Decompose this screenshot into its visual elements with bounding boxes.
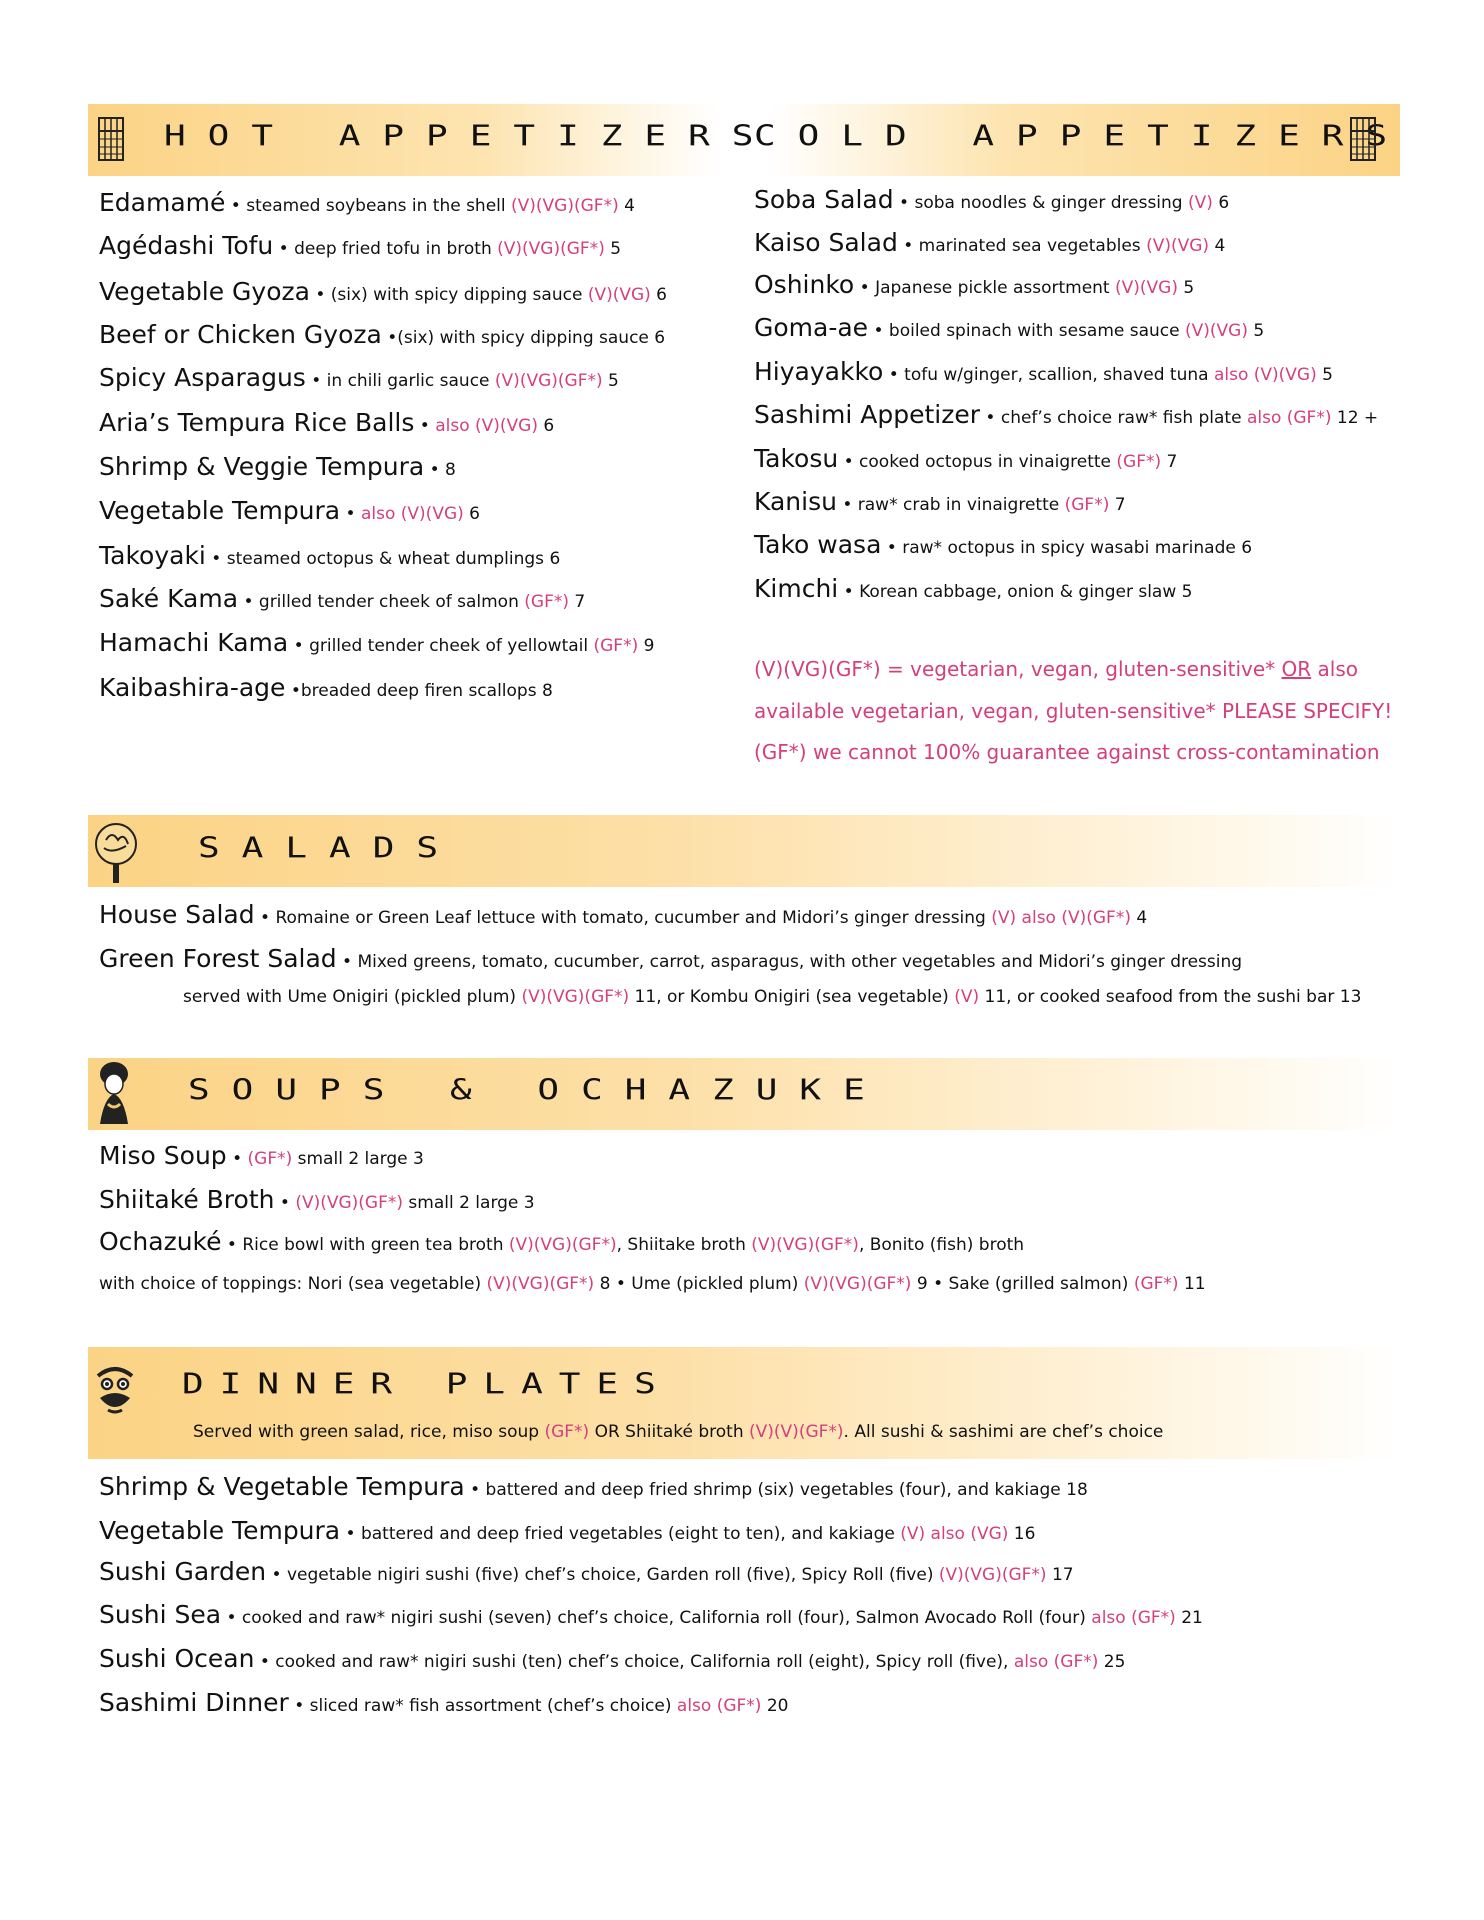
hot-item: Saké Kama • grilled tender cheek of salmon (GF*) 7 [99, 584, 586, 613]
dinner-item: Sushi Garden • vegetable nigiri sushi (five) chef’s choice, Garden roll (five), Spicy Roll (five) (V)(VG)(GF*) 17 [99, 1557, 1074, 1586]
abacus-icon [1350, 117, 1376, 161]
dinner-plates-title: DINNER PLATES [182, 1368, 672, 1401]
fan-icon [92, 822, 140, 884]
cold-item: Sashimi Appetizer • chef’s choice raw* fish plate also (GF*) 12 + [754, 400, 1379, 429]
daruma-mask-icon [94, 1364, 136, 1416]
hot-item: Beef or Chicken Gyoza •(six) with spicy dipping sauce 6 [99, 320, 666, 349]
dinner-subtitle: Served with green salad, rice, miso soup (GF*) OR Shiitaké broth (V)(V)(GF*). All sushi & sashimi are chef’s choice [193, 1422, 1164, 1442]
hot-item: Hamachi Kama • grilled tender cheek of yellowtail (GF*) 9 [99, 628, 655, 657]
cold-item: Soba Salad • soba noodles & ginger dressing (V) 6 [754, 185, 1230, 214]
hot-item: Edamamé • steamed soybeans in the shell (V)(VG)(GF*) 4 [99, 188, 635, 217]
cold-item: Kimchi • Korean cabbage, onion & ginger slaw 5 [754, 574, 1193, 603]
soup-item: Ochazuké • Rice bowl with green tea broth (V)(VG)(GF*), Shiitake broth (V)(VG)(GF*), Bonito (fish) broth [99, 1227, 1025, 1256]
cold-item: Takosu • cooked octopus in vinaigrette (GF*) 7 [754, 444, 1178, 473]
hot-item: Shrimp & Veggie Tempura • 8 [99, 452, 456, 481]
dinner-item: Sushi Ocean • cooked and raw* nigiri sushi (ten) chef’s choice, California roll (eight), Spicy roll (five), also (GF*) 25 [99, 1644, 1126, 1673]
hot-item: Vegetable Gyoza • (six) with spicy dipping sauce (V)(VG) 6 [99, 277, 668, 306]
soup-item: Miso Soup • (GF*) small 2 large 3 [99, 1141, 424, 1170]
dinner-item: Vegetable Tempura • battered and deep fried vegetables (eight to ten), and kakiage (V) also (VG) 16 [99, 1516, 1036, 1545]
ochazuke-toppings: with choice of toppings: Nori (sea vegetable) (V)(VG)(GF*) 8 • Ume (pickled plum) (V)(VG)(GF*) 9 • Sake (grilled salmon) (GF*) 11 [99, 1274, 1206, 1294]
cold-item: Tako wasa • raw* octopus in spicy wasabi marinade 6 [754, 530, 1253, 559]
geisha-icon [92, 1060, 136, 1126]
hot-item: Vegetable Tempura • also (V)(VG) 6 [99, 496, 480, 525]
hot-item: Agédashi Tofu • deep fried tofu in broth (V)(VG)(GF*) 5 [99, 231, 622, 260]
cold-appetizers-title: COLD APPETIZERS [754, 120, 1410, 153]
cold-item: Goma-ae • boiled spinach with sesame sauce (V)(VG) 5 [754, 313, 1265, 342]
dietary-note-line2: available vegetarian, vegan, gluten-sensitive* PLEASE SPECIFY! [754, 699, 1393, 723]
hot-item: Spicy Asparagus • in chili garlic sauce (V)(VG)(GF*) 5 [99, 363, 619, 392]
soup-item: Shiitaké Broth • (V)(VG)(GF*) small 2 large 3 [99, 1185, 535, 1214]
cold-item: Oshinko • Japanese pickle assortment (V)(VG) 5 [754, 270, 1195, 299]
salad-options: served with Ume Onigiri (pickled plum) (V)(VG)(GF*) 11, or Kombu Onigiri (sea vegetable) (V) 11, or cooked seafood from the sushi bar 13 [183, 987, 1362, 1007]
soups-title: SOUPS & OCHAZUKE [188, 1074, 887, 1107]
salads-title: SALADS [198, 832, 461, 865]
hot-item: Aria’s Tempura Rice Balls • also (V)(VG) 6 [99, 408, 555, 437]
hot-item: Kaibashira-age •breaded deep firen scallops 8 [99, 673, 553, 702]
dietary-note-line1: (V)(VG)(GF*) = vegetarian, vegan, gluten-sensitive* OR also [754, 657, 1359, 681]
dinner-item: Shrimp & Vegetable Tempura • battered and deep fried shrimp (six) vegetables (four), and kakiage 18 [99, 1472, 1088, 1501]
cold-item: Kaiso Salad • marinated sea vegetables (V)(VG) 4 [754, 228, 1226, 257]
abacus-icon [98, 117, 124, 161]
salad-item: Green Forest Salad • Mixed greens, tomato, cucumber, carrot, asparagus, with other vegetables and Midori’s ginger dressing [99, 944, 1243, 973]
dinner-item: Sushi Sea • cooked and raw* nigiri sushi (seven) chef’s choice, California roll (four), Salmon Avocado Roll (four) also (GF*) 21 [99, 1600, 1203, 1629]
cold-item: Kanisu • raw* crab in vinaigrette (GF*) 7 [754, 487, 1126, 516]
dinner-header-band [88, 1347, 1400, 1459]
dietary-note-line3: (GF*) we cannot 100% guarantee against cross-contamination [754, 740, 1380, 764]
cold-item: Hiyayakko • tofu w/ginger, scallion, shaved tuna also (V)(VG) 5 [754, 357, 1333, 386]
dinner-item: Sashimi Dinner • sliced raw* fish assortment (chef’s choice) also (GF*) 20 [99, 1688, 789, 1717]
salad-item: House Salad • Romaine or Green Leaf lettuce with tomato, cucumber and Midori’s ginger dressing (V) also (V)(GF*) 4 [99, 900, 1148, 929]
hot-appetizers-title: HOT APPETIZERS [164, 120, 776, 153]
hot-item: Takoyaki • steamed octopus & wheat dumplings 6 [99, 541, 561, 570]
